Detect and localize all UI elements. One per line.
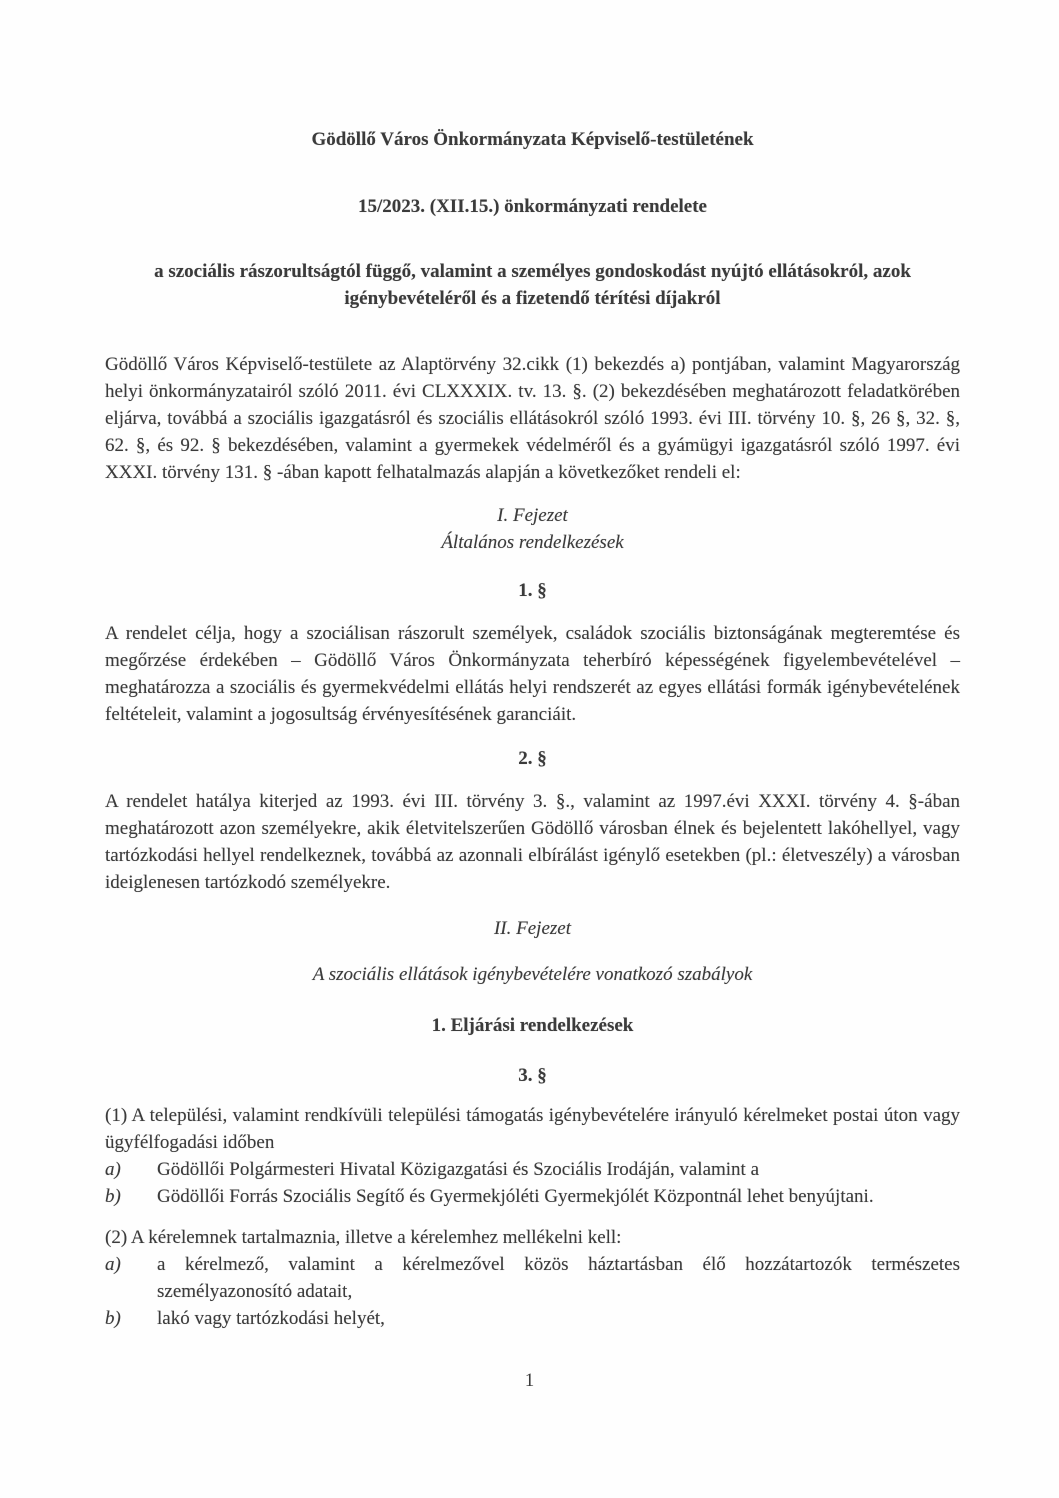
document-issuer-title: Gödöllő Város Önkormányzata Képviselő-testületének: [311, 129, 754, 150]
clause-2-intro: (2) A kérelemnek tartalmaznia, illetve a kérelemhez mellékelni kell:: [105, 1227, 622, 1248]
item-marker: b): [105, 1308, 121, 1329]
page-number: 1: [524, 1370, 535, 1391]
section-2-number: 2. §: [518, 748, 547, 769]
chapter-1-heading-block: [105, 502, 960, 556]
chapter-1-heading: I. Fejezet: [497, 505, 568, 526]
clause-2-item-b: [105, 1305, 960, 1332]
section-3-number: 3. §: [518, 1065, 547, 1086]
clause-1-item-a: [105, 1156, 960, 1183]
section-3-clause-1: [105, 1102, 960, 1210]
clause-2-item-a: [105, 1251, 960, 1305]
chapter-2-heading-block: [105, 915, 960, 988]
item-marker: a): [105, 1254, 121, 1275]
item-marker: a): [105, 1159, 121, 1180]
item-text: a kérelmező, valamint a kérelmezővel közös háztartásban élő hozzátartozók természetes személyazonosító adatait,: [157, 1254, 960, 1302]
item-text: lakó vagy tartózkodási helyét,: [157, 1308, 385, 1329]
section-3-clause-2: [105, 1224, 960, 1332]
decree-subject-title: a szociális rászorultságtól függő, valamint a személyes gondoskodást nyújtó ellátásokról, azok igénybevételéről és a fizetendő térítési díjakról: [154, 261, 911, 309]
section-1-body: A rendelet célja, hogy a szociálisan rászorult személyek, családok szociális biztonságának megteremtése és megőrzése érdekében – Gödöllő Város Önkormányzata teherbíró képességének figyelembevételével – meghatározza a szociális és gyermekvédelmi ellátás helyi rendszerét az egyes ellátási formák igénybevételének feltételeit, valamint a jogosultság érvényesítésének garanciáit.: [105, 623, 960, 725]
decree-number-title: 15/2023. (XII.15.) önkormányzati rendelete: [357, 196, 707, 217]
clause-1-intro: (1) A települési, valamint rendkívüli települési támogatás igénybevételére irányuló kérelmeket postai úton vagy ügyfélfogadási időben: [105, 1105, 960, 1153]
item-text: Gödöllői Polgármesteri Hivatal Közigazgatási és Szociális Irodáján, valamint a: [157, 1159, 760, 1180]
item-text: Gödöllői Forrás Szociális Segítő és Gyermekjóléti Gyermekjólét Központnál lehet benyújtani.: [157, 1186, 874, 1207]
section-1-number: 1. §: [518, 580, 547, 601]
item-marker: b): [105, 1186, 121, 1207]
preamble-paragraph: Gödöllő Város Képviselő-testülete az Alaptörvény 32.cikk (1) bekezdés a) pontjában, valamint Magyarország helyi önkormányzatairól szóló 2011. évi CLXXXIX. tv. 13. §. (2) bekezdésében meghatározott feladatkörében eljárva, továbbá a szociális igazgatásról és szociális ellátásokról szóló 1993. évi III. törvény 10. §, 26 §, 32. §, 62. §, és 92. § bekezdésében, valamint a gyermekek védelméről és a gyámügyi igazgatásról szóló 1997. évi XXXI. törvény 131. § -ában kapott felhatalmazás alapján a következőket rendeli el:: [105, 354, 960, 483]
clause-1-item-b: [105, 1183, 960, 1210]
procedural-rules-title: 1. Eljárási rendelkezések: [431, 1015, 634, 1036]
section-2-body: A rendelet hatálya kiterjed az 1993. évi III. törvény 3. §., valamint az 1997.évi XXXI. törvény 4. §-ában meghatározott azon személyekre, akik életvitelszerűen Gödöllő városban élnek és bejelentett lakóhellyel, vagy tartózkodási hellyel rendelkeznek, továbbá az azonnali elbírálást igénylő esetekben (pl.: életveszély) a városban ideiglenesen tartózkodó személyekre.: [105, 791, 960, 893]
chapter-2-subheading: A szociális ellátások igénybevételére vonatkozó szabályok: [312, 964, 753, 985]
chapter-2-heading: II. Fejezet: [493, 918, 571, 939]
chapter-1-subheading: Általános rendelkezések: [441, 532, 624, 553]
